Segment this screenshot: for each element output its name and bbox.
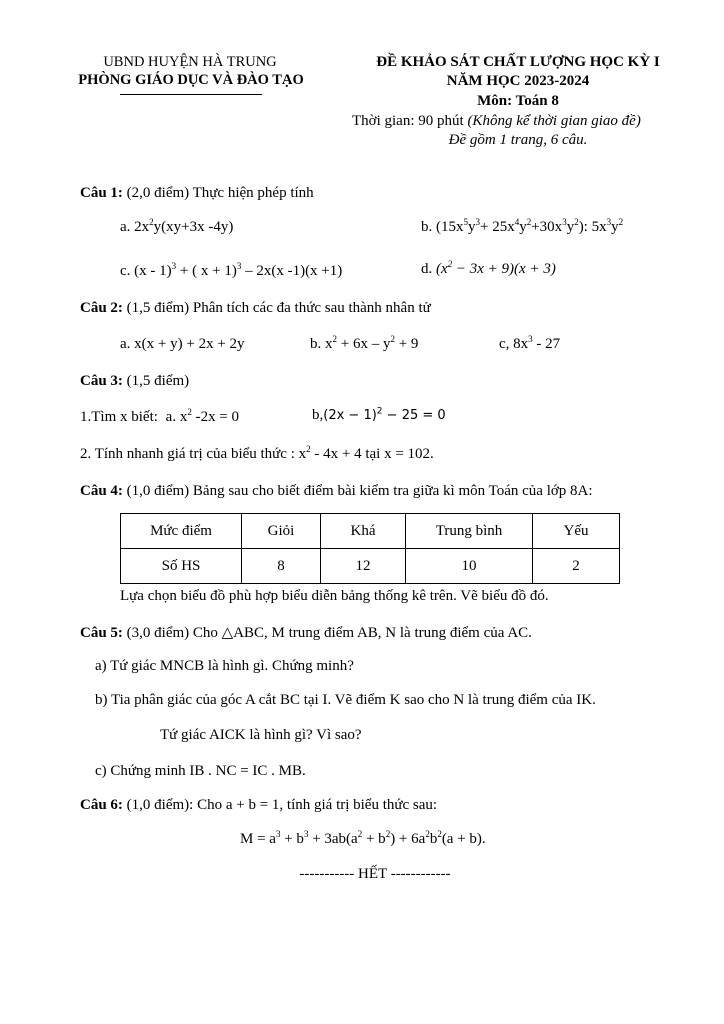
question-2 [80,300,431,317]
question-2-intro: (1,5 điểm) Phân tích các đa thức sau thành nhân tử [126,300,431,316]
time-limit [352,113,641,130]
table-cell: Số HS [121,549,242,584]
question-3-part2-suffix: tại x = 102. [365,446,434,462]
score-table [120,513,620,584]
table-cell: 12 [321,549,406,584]
end-marker: ----------- HẾT ------------ [299,866,451,882]
question-2-label: Câu 2: [80,300,123,316]
table-header-row [121,514,620,549]
header-divider [120,94,262,95]
question-2a: a. x(x + y) + 2x + 2y [120,336,245,352]
question-6-label: Câu 6: [80,797,123,813]
question-1d-prefix: d. [421,261,433,277]
question-2b-prefix: b. [310,336,322,352]
question-3-part2-prefix: 2. Tính nhanh giá trị của biểu thức : x [80,446,307,462]
exam-title: ĐỀ KHẢO SÁT CHẤT LƯỢNG HỌC KỲ I [376,54,660,70]
question-5b-continued: Tứ giác AICK là hình gì? Vì sao? [160,727,362,743]
table-header-cell: Khá [321,514,406,549]
question-4 [80,483,593,500]
question-1c-prefix: c. (x - 1) [120,263,172,279]
question-1d: d. $(x^2 - 3x + 9)(x + 3)$ [421,259,556,277]
question-3-part1a-prefix: a. x [165,409,188,425]
table-cell: 10 [406,549,533,584]
question-5-label: Câu 5: [80,625,123,641]
question-1-intro: (2,0 điểm) Thực hiện phép tính [126,185,314,201]
question-6-intro: (1,0 điểm): Cho a + b = 1, tính giá trị biểu thức sau: [126,797,438,813]
question-4-task: Lựa chọn biểu đồ phù hợp biểu diễn bảng thống kê trên. Vẽ biểu đồ đó. [120,588,549,604]
table-header-cell: Giỏi [242,514,321,549]
question-6 [80,797,437,814]
question-3 [80,373,189,390]
question-4-intro: (1,0 điểm) Bảng sau cho biết điểm bài kiểm tra giữa kì môn Toán của lớp 8A: [126,483,593,499]
question-1-label: Câu 1: [80,185,123,201]
question-2c-prefix: c, 8x [499,336,529,352]
question-3-intro: (1,5 điểm) [126,373,190,389]
question-2c: c, $8x^3 - 27$ [499,334,561,352]
question-1b-prefix: b. (15x [421,219,464,235]
question-6-formula: $M = a^3 + b^3 + 3ab(a^2 + b^2) + 6a^2b^2(a + b)$. [240,829,486,847]
question-5b: b) Tia phân giác của góc A cắt BC tại I. Vẽ điểm K sao cho N là trung điểm của IK. [95,692,596,708]
question-3-label: Câu 3: [80,373,123,389]
question-1b: b. $(15x^5y^3+ 25x^4y^2+30x^3y^2)$: $5x^3y^2$ [421,217,624,235]
question-4-label: Câu 4: [80,483,123,499]
school-year: NĂM HỌC 2023-2024 [446,73,590,89]
department-name: UBND HUYỆN HÀ TRUNG [103,54,277,70]
table-header-cell: Mức điểm [121,514,242,549]
question-5-intro: (3,0 điểm) Cho △ABC, M trung điểm AB, N là trung điểm của AC. [126,625,532,641]
office-name: PHÒNG GIÁO DỤC VÀ ĐÀO TẠO [78,72,304,88]
subject: Môn: Toán 8 [477,93,559,109]
table-cell: 2 [533,549,620,584]
question-5c: c) Chứng minh IB . NC = IC . MB. [95,763,306,779]
table-header-cell: Yếu [533,514,620,549]
question-5a: a) Tứ giác MNCB là hình gì. Chứng minh? [95,658,354,674]
question-3-part2: 2. Tính nhanh giá trị của biểu thức : $x^2 - 4x + 4$ tại x = 102. [80,444,434,462]
question-3-part1b-prefix: b, [312,407,324,423]
table-cell: 8 [242,549,321,584]
question-2b: b. $x^2 + 6x - y^2 + 9$ [310,334,419,352]
question-3-part1-prefix: 1.Tìm x biết: [80,409,158,425]
question-1a: a. $2x^2y(xy+3x$ -4y) [120,217,234,235]
time-limit-note: (Không kể thời gian giao đề) [467,113,641,129]
question-1c: c. (x - 1)$^3$ + ( x + 1)$^3$ – 2x(x -1)(x +1) [120,261,343,279]
page-count-note: Đề gồm 1 trang, 6 câu. [448,132,588,148]
question-3-part1: 1.Tìm x biết: a. $x^2$ -2x = 0 [80,407,240,425]
table-row [121,549,620,584]
table-header-cell: Trung bình [406,514,533,549]
time-limit-text: Thời gian: 90 phút [352,113,464,129]
question-1 [80,185,314,202]
question-6-formula-prefix: M = a [240,831,276,847]
question-1a-prefix: a. 2x [120,219,150,235]
question-5 [80,623,532,642]
question-3-part1b: $b,(2x - 1)^2 - 25 = 0$ [312,406,446,423]
